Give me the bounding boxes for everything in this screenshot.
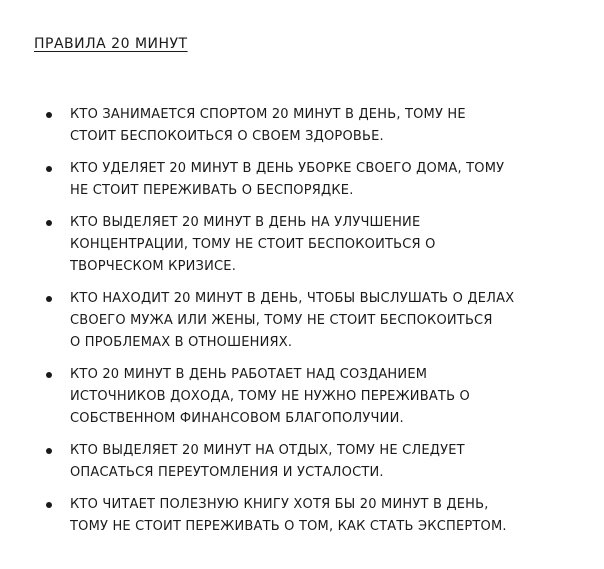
rule-text-line: СТОИТ БЕСПОКОИТЬСЯ О СВОЕМ ЗДОРОВЬЕ.: [70, 129, 384, 144]
rule-text-line: СВОЕГО МУЖА ИЛИ ЖЕНЫ, ТОМУ НЕ СТОИТ БЕСПОКОИТЬСЯ: [70, 313, 493, 328]
bullet-dot-icon: [46, 502, 52, 508]
rule-text-line: КТО НАХОДИТ 20 МИНУТ В ДЕНЬ, ЧТОБЫ ВЫСЛУШАТЬ О ДЕЛАХ: [70, 291, 515, 306]
rule-item: [44, 158, 584, 202]
rule-text-line: КТО ЧИТАЕТ ПОЛЕЗНУЮ КНИГУ ХОТЯ БЫ 20 МИНУТ В ДЕНЬ,: [70, 497, 489, 512]
rule-item: [44, 288, 584, 354]
rule-text-line: СОБСТВЕННОМ ФИНАНСОВОМ БЛАГОПОЛУЧИИ.: [70, 411, 404, 426]
rule-text-line: КТО ЗАНИМАЕТСЯ СПОРТОМ 20 МИНУТ В ДЕНЬ, ТОМУ НЕ: [70, 107, 466, 122]
rule-text-line: КТО ВЫДЕЛЯЕТ 20 МИНУТ В ДЕНЬ НА УЛУЧШЕНИЕ: [70, 215, 421, 230]
rule-text-line: О ПРОБЛЕМАХ В ОТНОШЕНИЯХ.: [70, 335, 293, 350]
rule-item: [44, 212, 584, 278]
rule-item: [44, 364, 584, 430]
rule-text-line: ИСТОЧНИКОВ ДОХОДА, ТОМУ НЕ НУЖНО ПЕРЕЖИВАТЬ О: [70, 389, 470, 404]
rules-list: [44, 104, 584, 548]
rule-item: [44, 440, 584, 484]
page-title: ПРАВИЛА 20 МИНУТ: [34, 36, 188, 52]
bullet-dot-icon: [46, 166, 52, 172]
rule-text-line: ТОМУ НЕ СТОИТ ПЕРЕЖИВАТЬ О ТОМ, КАК СТАТЬ ЭКСПЕРТОМ.: [70, 519, 507, 534]
rule-text-line: КТО ВЫДЕЛЯЕТ 20 МИНУТ НА ОТДЫХ, ТОМУ НЕ СЛЕДУЕТ: [70, 443, 465, 458]
rule-item: [44, 104, 584, 148]
bullet-dot-icon: [46, 220, 52, 226]
bullet-dot-icon: [46, 296, 52, 302]
rule-text-line: НЕ СТОИТ ПЕРЕЖИВАТЬ О БЕСПОРЯДКЕ.: [70, 183, 354, 198]
bullet-dot-icon: [46, 112, 52, 118]
bullet-dot-icon: [46, 372, 52, 378]
rule-text-line: КТО 20 МИНУТ В ДЕНЬ РАБОТАЕТ НАД СОЗДАНИЕМ: [70, 367, 428, 382]
rule-text-line: КОНЦЕНТРАЦИИ, ТОМУ НЕ СТОИТ БЕСПОКОИТЬСЯ О: [70, 237, 436, 252]
rule-text-line: КТО УДЕЛЯЕТ 20 МИНУТ В ДЕНЬ УБОРКЕ СВОЕГО ДОМА, ТОМУ: [70, 161, 505, 176]
bullet-dot-icon: [46, 448, 52, 454]
rule-text-line: ТВОРЧЕСКОМ КРИЗИСЕ.: [70, 259, 237, 274]
rule-item: [44, 494, 584, 538]
rule-text-line: ОПАСАТЬСЯ ПЕРЕУТОМЛЕНИЯ И УСТАЛОСТИ.: [70, 465, 384, 480]
